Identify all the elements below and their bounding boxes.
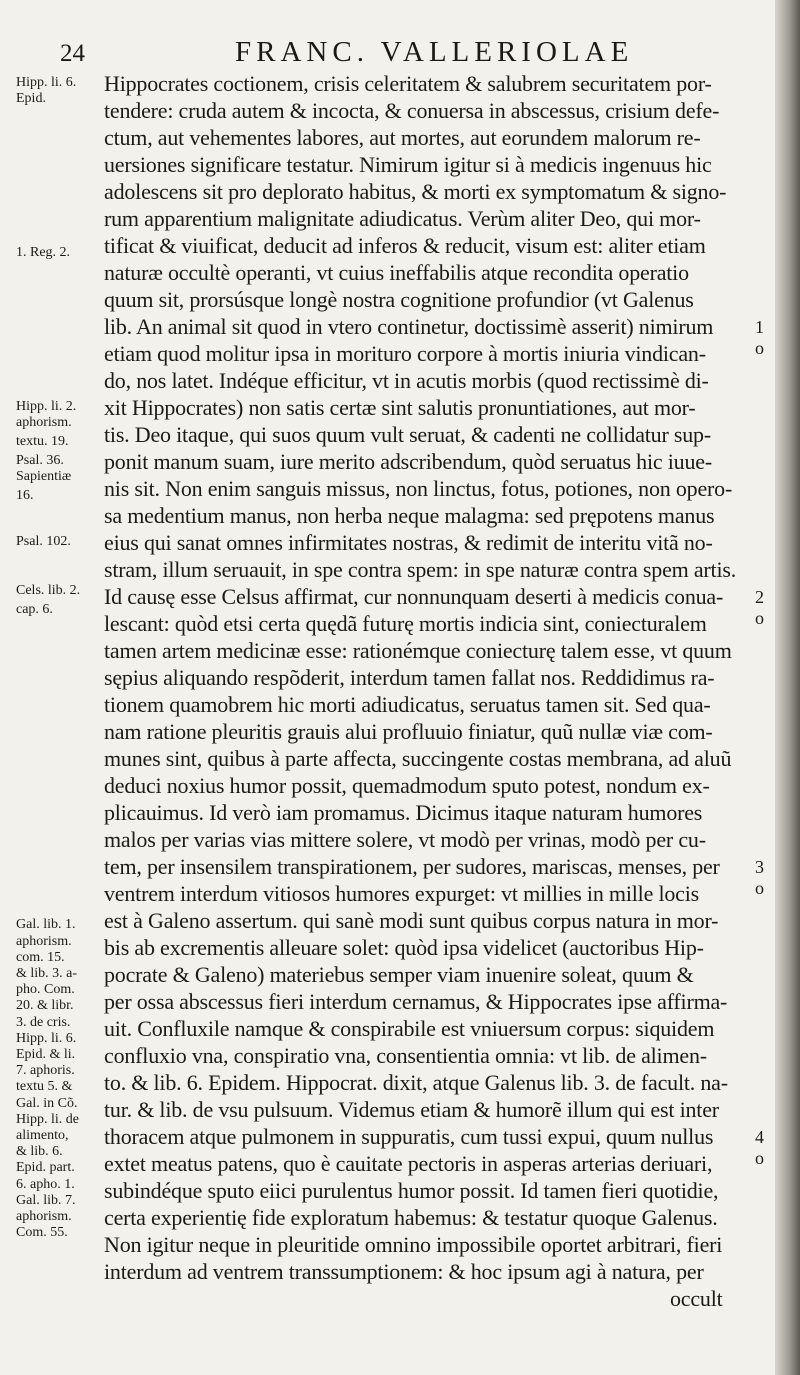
margin-note: aphorism. <box>16 933 72 949</box>
page-header <box>0 34 775 74</box>
margin-note: & lib. 3. a- <box>16 966 78 981</box>
margin-note: Gal. lib. 1. <box>16 917 76 933</box>
margin-note: Hipp. li. de <box>16 1111 79 1127</box>
page-number: 24 <box>60 40 85 67</box>
text-line: thoracem atque pulmonem in suppuratis, cum tussi expui, quum nullus <box>104 1124 714 1149</box>
margin-note: & lib. 6. <box>16 1144 63 1160</box>
text-line: do, nos latet. Indéque efficitur, vt in acutis morbis (quod rectissimè di- <box>104 368 709 393</box>
text-line: adolescens sit pro deplorato habitus, & morti ex symptomatum & signo- <box>104 179 727 204</box>
margin-note: 3. de cris. <box>16 1014 71 1030</box>
margin-note: 6. apho. 1. <box>16 1176 75 1192</box>
text-line: naturæ occultè operanti, vt cuius ineffabilis atque recondita operatio <box>104 260 689 285</box>
margin-note: aphorism. <box>16 415 72 431</box>
text-line: ventrem interdum vitiosos humores expurget: vt millies in mille locis <box>104 881 699 906</box>
margin-note: Cels. lib. 2. <box>16 582 81 598</box>
margin-note: alimento, <box>16 1128 69 1143</box>
text-line: tificat & viuificat, deducit ad inferos & reducit, visum est: aliter etiam <box>104 233 706 258</box>
line-number: 4 o <box>755 1127 766 1168</box>
margin-note: 1. Reg. 2. <box>16 245 71 261</box>
text-line: interdum ad ventrem transsumptionem: & hoc ipsum agi à natura, per <box>104 1259 704 1284</box>
running-head: FRANC. VALLERIOLAE <box>235 36 634 68</box>
text-line: tamen artem medicinæ esse: rationémque coniecturę talem esse, vt quum <box>104 638 732 663</box>
margin-note: Hipp. li. 6. <box>16 1030 77 1046</box>
text-line: certa experientię fide exploratum habemus: & testatur quoque Galenus. <box>104 1205 718 1230</box>
margin-note: Psal. 102. <box>16 534 71 549</box>
margin-note: Epid. part. <box>16 1160 75 1176</box>
text-line: sępius aliquando respõderit, interdum tamen fallat nos. Reddidimus ra- <box>104 665 715 690</box>
text-line: munes sint, quibus à parte affecta, succingente costas membrana, ad aluũ <box>104 746 732 771</box>
text-line: quum sit, prorsúsque longè nostra cognitione profundior (vt Galenus <box>104 287 694 312</box>
text-line: tem, per insensilem transpirationem, per sudores, mariscas, menses, per <box>104 854 720 879</box>
line-number: 2 o <box>755 587 766 628</box>
text-line: deduci noxius humor possit, quemadmodum sputo potest, nondum ex- <box>104 773 710 798</box>
line-number: 1 o <box>755 317 766 358</box>
text-line: est à Galeno assertum. qui sanè modi sunt quibus corpus natura in mor- <box>104 908 719 933</box>
margin-note: Hipp. li. 2. <box>16 399 77 414</box>
margin-note: Gal. in Cõ. <box>16 1095 78 1111</box>
margin-note: aphorism. <box>16 1209 72 1224</box>
text-line: pocrate & Galeno) materiebus semper viam inuenire soleat, quum & <box>104 962 694 987</box>
text-line: ctum, aut vehementes labores, aut mortes, aut eorundem malorum re- <box>104 125 701 150</box>
text-line: etiam quod molitur ipsa in morituro corpore à mortis iniuria vindican- <box>104 341 706 366</box>
text-line: Non igitur neque in pleuritide omnino impossibile oportet arbitrari, fieri <box>104 1232 723 1257</box>
margin-note: Epid. <box>16 91 46 107</box>
margin-note: Sapientiæ <box>16 469 72 485</box>
margin-note: 16. <box>16 488 34 504</box>
margin-note: pho. Com. <box>16 982 75 998</box>
text-line: extet meatus patens, quo è cauitate pectoris in asperas arterias deriuari, <box>104 1151 713 1176</box>
text-line: lib. An animal sit quod in vtero continetur, doctissimè asserit) nimirum <box>104 314 714 339</box>
line-number: 3 o <box>755 857 766 898</box>
margin-note: 20. & libr. <box>16 998 74 1014</box>
text-line: occult <box>670 1286 723 1311</box>
text-line: stram, illum seruauit, in spe contra spem: in spe naturæ contra spem artis. <box>104 557 737 582</box>
margin-note: cap. 6. <box>16 601 53 617</box>
margin-note: Gal. lib. 7. <box>16 1192 76 1208</box>
text-line: malos per varias vias mittere solere, vt modò per vrinas, modò per cu- <box>104 827 706 852</box>
margin-note: Psal. 36. <box>16 453 64 468</box>
text-line: nis sit. Non enim sanguis missus, non linctus, fotus, potiones, non opero- <box>104 476 733 501</box>
text-line: ponit manum suam, iure merito adscribendum, quòd seruatus hic iuue- <box>104 449 712 474</box>
text-line: xit Hippocrates) non satis certæ sint salutis pronuntiationes, aut mor- <box>104 395 696 420</box>
margin-note: textu. 19. <box>16 434 69 450</box>
margin-note: Hipp. li. 6. <box>16 75 77 90</box>
text-line: subindéque sputo eiici purulentus humor possit. Id tamen fieri quotidie, <box>104 1178 719 1203</box>
text-line: sa medentium manus, non herba neque malagma: sed prępotens manus <box>104 503 715 528</box>
text-line: tur. & lib. de vsu pulsuum. Videmus etiam & humorẽ illum qui est inter <box>104 1097 719 1122</box>
text-line: lescant: quòd etsi certa quędã futurę mortis indicia sint, coniecturalem <box>104 611 707 636</box>
margin-note: 7. aphoris. <box>16 1063 75 1079</box>
text-line: confluxio vna, conspiratio vna, consentientia omnia: vt lib. de alimen- <box>104 1043 707 1068</box>
margin-note: com. 15. <box>16 949 65 965</box>
text-line: rum apparentium malignitate adiudicatus. Verùm aliter Deo, qui mor- <box>104 206 701 231</box>
text-line: Id causę esse Celsus affirmat, cur nonnunquam deserti à medicis conua- <box>104 584 724 609</box>
text-line: tis. Deo itaque, qui suos quum vult seruat, & cadenti ne collidatur sup- <box>104 422 711 447</box>
binding-shadow <box>775 0 800 1375</box>
text-line: nam ratione pleuritis grauis alui profluuio finiatur, quũ nullæ viæ com- <box>104 719 713 744</box>
text-line: bis ab excrementis alleuare solet: quòd ipsa videlicet (auctoribus Hip- <box>104 935 704 960</box>
text-line: plicauimus. Id verò iam promamus. Dicimus itaque naturam humores <box>104 800 703 825</box>
text-line: eius qui sanat omnes infirmitates nostras, & redimit de interitu vitã no- <box>104 530 713 555</box>
text-line: Hippocrates coctionem, crisis celeritatem & salubrem securitatem por- <box>104 71 712 96</box>
margin-note: Epid. & li. <box>16 1047 76 1062</box>
text-line: uersiones significare testatur. Nimirum igitur si à medicis ingenuus hic <box>104 152 712 177</box>
text-line: tionem quamobrem hic morti adiudicatus, seruatus tamen sit. Sed qua- <box>104 692 711 717</box>
main-text-block <box>104 70 764 1312</box>
margin-note: Com. 55. <box>16 1225 68 1241</box>
text-line: tendere: cruda autem & incocta, & conuersa in abscessus, crisium defe- <box>104 98 720 123</box>
text-line: per ossa abscessus fieri interdum cernamus, & Hippocrates ipse affirma- <box>104 989 728 1014</box>
text-line: uit. Confluxile namque & conspirabile est vniuersum corpus: siquidem <box>104 1016 715 1041</box>
margin-note: textu 5. & <box>16 1079 73 1095</box>
text-line: to. & lib. 6. Epidem. Hippocrat. dixit, atque Galenus lib. 3. de facult. na- <box>104 1070 728 1095</box>
